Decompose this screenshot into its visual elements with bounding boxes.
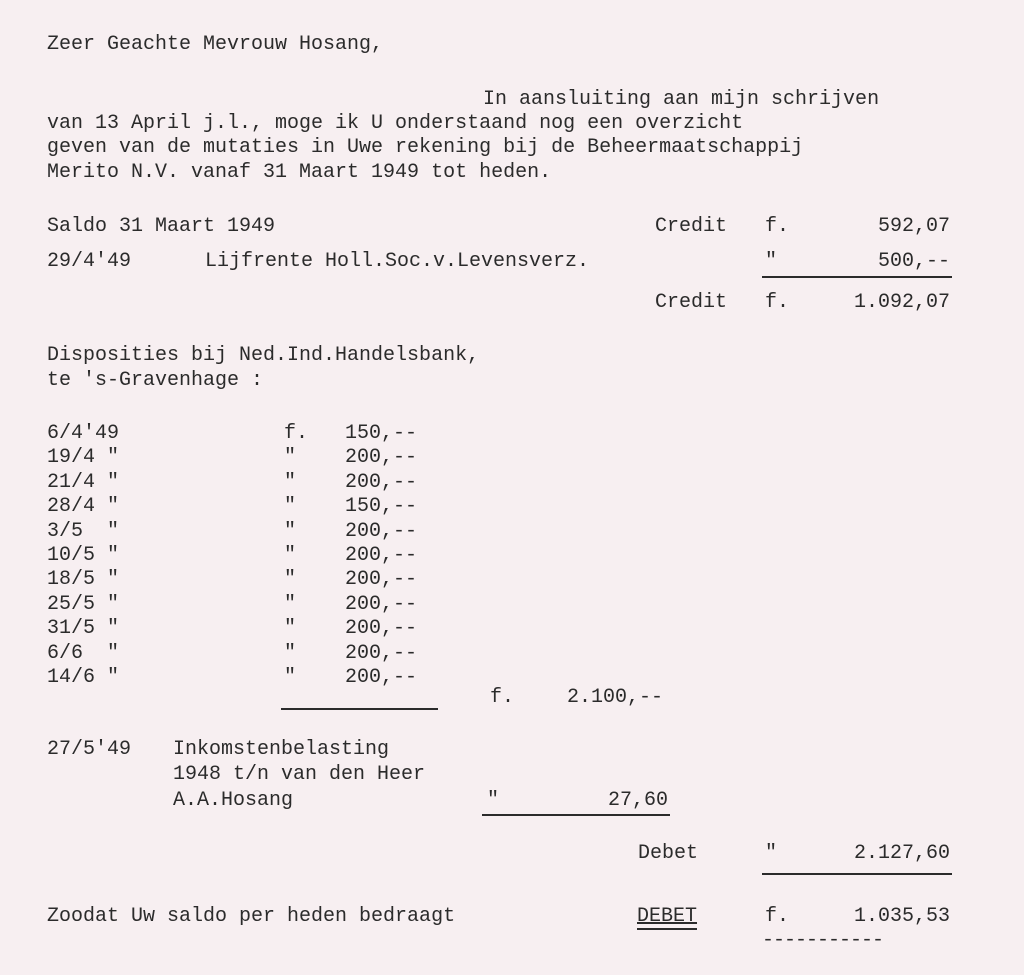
closing-currency: f. <box>765 905 790 928</box>
entry-date: 29/4'49 <box>47 250 132 273</box>
disposities-sum-rule <box>281 708 438 710</box>
disposities-row-date: 14/6 " <box>47 666 120 689</box>
disposities-row-date: 19/4 " <box>47 446 120 469</box>
credit-total-side: Credit <box>655 291 728 314</box>
salutation: Zeer Geachte Mevrouw Hosang, <box>47 33 384 56</box>
disposities-row-currency: f. <box>284 422 309 445</box>
saldo-currency: f. <box>765 215 790 238</box>
debet-amount: 2.127,60 <box>853 842 950 865</box>
entry-amount: 500,-- <box>877 250 950 273</box>
disposities-row-currency: " <box>284 544 297 567</box>
disposities-row-amount: 200,-- <box>344 471 417 494</box>
disposities-row-date: 10/5 " <box>47 544 120 567</box>
tax-date: 27/5'49 <box>47 738 132 761</box>
tax-line-2: 1948 t/n van den Heer <box>173 763 426 786</box>
tax-line-3: A.A.Hosang <box>173 789 294 812</box>
saldo-side: Credit <box>655 215 728 238</box>
disposities-row-amount: 200,-- <box>344 446 417 469</box>
disposities-subtotal-amount: 2.100,-- <box>566 686 663 709</box>
intro-line-1: In aansluiting aan mijn schrijven <box>483 88 880 111</box>
debet-ditto: " <box>765 842 778 865</box>
disposities-subtotal-currency: f. <box>490 686 515 709</box>
disposities-row-amount: 200,-- <box>344 617 417 640</box>
disposities-row-currency: " <box>284 617 297 640</box>
entry-description: Lijfrente Holl.Soc.v.Levensverz. <box>205 250 590 273</box>
intro-line-4: Merito N.V. vanaf 31 Maart 1949 tot heden. <box>47 161 552 184</box>
disposities-row-amount: 150,-- <box>344 495 417 518</box>
disposities-row-date: 6/4'49 <box>47 422 120 445</box>
disposities-row-currency: " <box>284 593 297 616</box>
disposities-row-date: 18/5 " <box>47 568 120 591</box>
disposities-row-date: 3/5 " <box>47 520 120 543</box>
disposities-row-currency: " <box>284 642 297 665</box>
disposities-row-amount: 200,-- <box>344 593 417 616</box>
opening-sum-rule <box>762 276 952 278</box>
tax-amount: 27,60 <box>607 789 668 812</box>
debet-sum-rule <box>762 873 952 875</box>
saldo-label: Saldo 31 Maart 1949 <box>47 215 276 238</box>
saldo-amount: 592,07 <box>877 215 950 238</box>
disposities-heading-1: Disposities bij Ned.Ind.Handelsbank, <box>47 344 480 367</box>
disposities-row-currency: " <box>284 446 297 469</box>
credit-total-currency: f. <box>765 291 790 314</box>
disposities-heading-2: te 's-Gravenhage : <box>47 369 264 392</box>
disposities-row-currency: " <box>284 568 297 591</box>
disposities-row-currency: " <box>284 520 297 543</box>
closing-amount: 1.035,53 <box>853 905 950 928</box>
disposities-row-date: 25/5 " <box>47 593 120 616</box>
tax-ditto: " <box>487 789 500 812</box>
disposities-row-amount: 200,-- <box>344 642 417 665</box>
disposities-row-amount: 200,-- <box>344 520 417 543</box>
credit-total-amount: 1.092,07 <box>853 291 950 314</box>
closing-dash-line: ----------- <box>762 929 884 952</box>
disposities-row-date: 31/5 " <box>47 617 120 640</box>
closing-side: DEBET <box>637 905 698 928</box>
intro-line-3: geven van de mutaties in Uwe rekening bij de Beheermaatschappij <box>47 136 804 159</box>
disposities-row-currency: " <box>284 471 297 494</box>
intro-line-2: van 13 April j.l., moge ik U onderstaand nog een overzicht <box>47 112 744 135</box>
closing-text: Zoodat Uw saldo per heden bedraagt <box>47 905 456 928</box>
disposities-row-date: 6/6 " <box>47 642 120 665</box>
disposities-row-date: 28/4 " <box>47 495 120 518</box>
tax-line-1: Inkomstenbelasting <box>173 738 390 761</box>
tax-sum-rule <box>482 814 670 816</box>
disposities-row-amount: 150,-- <box>344 422 417 445</box>
debet-label: Debet <box>638 842 699 865</box>
disposities-row-currency: " <box>284 495 297 518</box>
disposities-row-currency: " <box>284 666 297 689</box>
entry-ditto: " <box>765 250 778 273</box>
disposities-row-amount: 200,-- <box>344 666 417 689</box>
disposities-row-amount: 200,-- <box>344 568 417 591</box>
disposities-row-amount: 200,-- <box>344 544 417 567</box>
disposities-row-date: 21/4 " <box>47 471 120 494</box>
